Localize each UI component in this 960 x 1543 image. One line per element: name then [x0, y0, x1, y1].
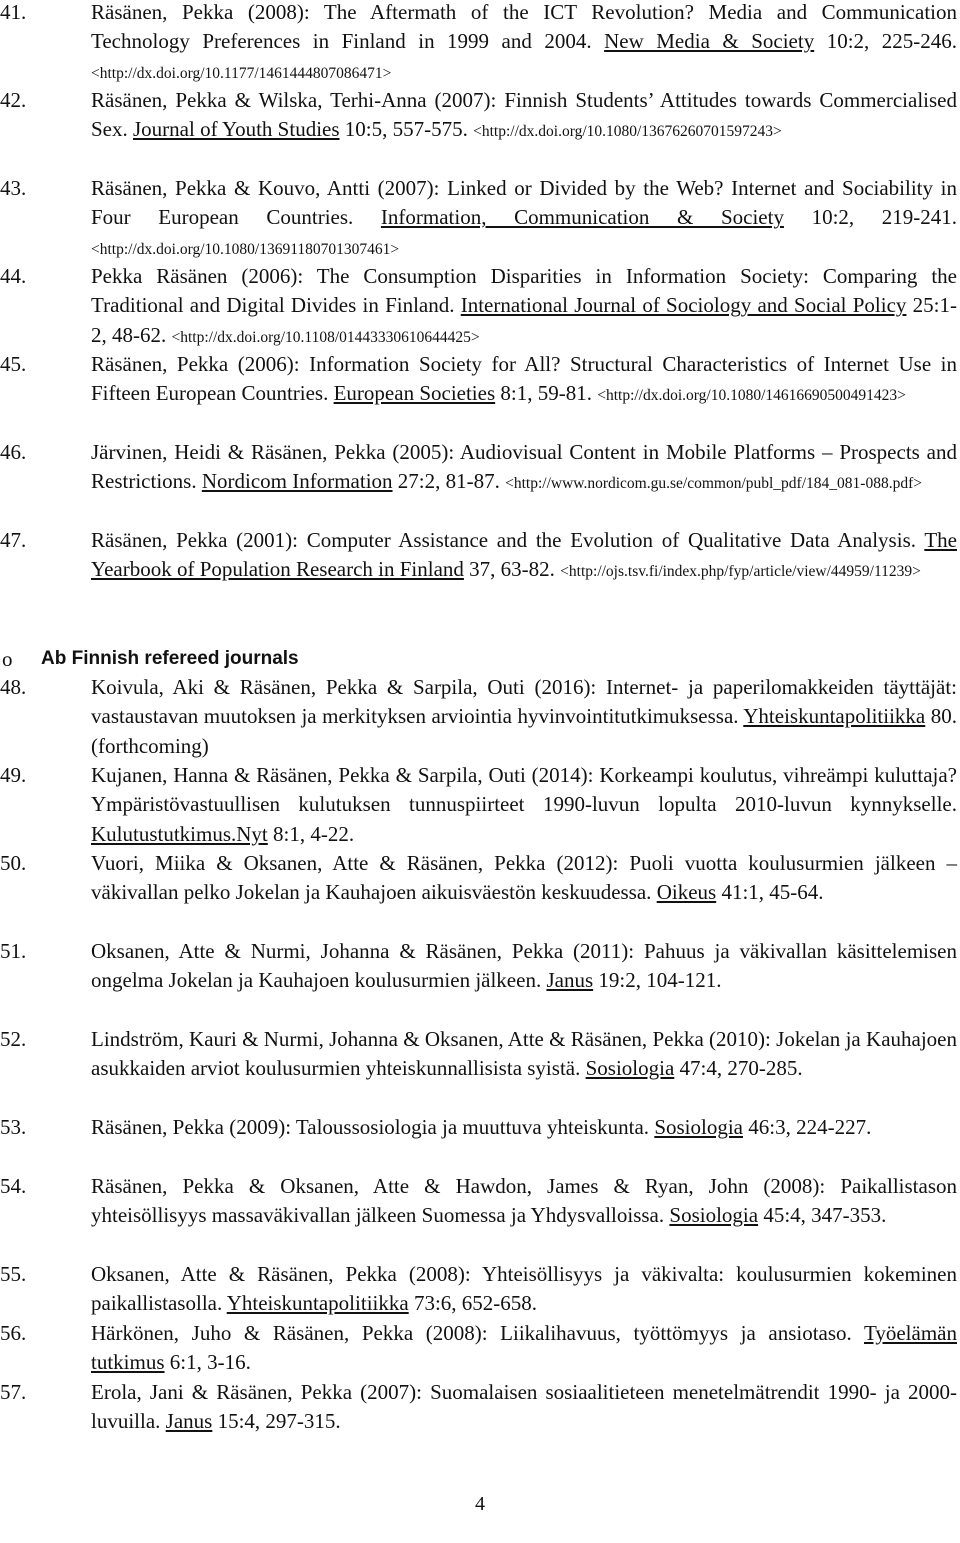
entry-number: 43. — [0, 176, 27, 200]
journal-link[interactable]: Sosiologia — [654, 1115, 743, 1139]
citation-text: Oksanen, Atte & Räsänen, Pekka (2008): Yhteisöllisyys ja väkivalta: koulusurmien kokeminen paikallistasolla. — [91, 1262, 957, 1316]
doi-url: <http://dx.doi.org/10.1080/14616690500491423> — [597, 387, 906, 405]
entry-number: 55. — [0, 1262, 27, 1286]
doi-url: <http://dx.doi.org/10.1080/13676260701597243> — [473, 123, 782, 141]
entry-number: 57. — [0, 1380, 27, 1404]
citation-text: Vuori, Miika & Oksanen, Atte & Räsänen, Pekka (2012): Puoli vuotta koulusurmien jälkeen – väkivallan pelko Jokelan ja Kauhajoen aikuisväestön keskuudessa. — [91, 851, 957, 905]
doi-url: <http://ojs.tsv.fi/index.php/fyp/article/view/44959/11239> — [560, 563, 921, 581]
citation-details: 10:2, 219-241. — [783, 205, 958, 230]
citation-details: 37, 63-82. — [463, 557, 561, 582]
entry-number: 54. — [0, 1174, 27, 1198]
citation-details: 6:1, 3-16. — [164, 1350, 251, 1375]
entry-number: 56. — [0, 1321, 27, 1345]
journal-link[interactable]: Janus — [165, 1409, 213, 1434]
entry-number: 47. — [0, 528, 27, 552]
entry-text — [91, 849, 957, 908]
page-number: 4 — [475, 1493, 485, 1515]
entry-number: 48. — [0, 675, 27, 699]
citation-details: 80. (forthcoming) — [91, 704, 958, 758]
citation-text: Räsänen, Pekka & Oksanen, Atte & Hawdon, James & Ryan, John (2008): Paikallistason yhteisöllisyys massaväkivallan jälkeen Suomessa ja Yhdysvalloissa. — [91, 1174, 957, 1228]
doi-url: <http://dx.doi.org/10.1108/01443330610644425> — [171, 328, 480, 346]
section-heading — [0, 645, 960, 673]
citation-details: 19:2, 104-121. — [593, 968, 722, 993]
entry-text — [91, 673, 957, 761]
citation-text: Erola, Jani & Räsänen, Pekka (2007): Suomalaisen sosiaalitieteen menetelmätrendit 1990- ja 2000-luvuilla. — [91, 1380, 957, 1434]
journal-link[interactable]: New Media & Society — [604, 29, 815, 54]
doi-url: <http://www.nordicom.gu.se/common/publ_pdf/184_081-088.pdf> — [505, 475, 922, 493]
journal-link[interactable]: Yhteiskuntapolitiikka — [226, 1291, 409, 1316]
journal-link[interactable]: Oikeus — [656, 880, 717, 905]
citation-text: Räsänen, Pekka (2008): The Aftermath of the ICT Revolution? Media and Communication Technology Preferences in Finland in 1999 and 2004. — [91, 0, 957, 54]
section-heading-text: Ab Finnish refereed journals — [41, 648, 299, 669]
entry-text — [91, 937, 957, 996]
doi-url: <http://dx.doi.org/10.1177/1461444807086471> — [91, 64, 392, 82]
citation-text: Järvinen, Heidi & Räsänen, Pekka (2005): Audiovisual Content in Mobile Platforms – Prospects and Restrictions. — [91, 440, 957, 494]
citation-details: 27:2, 81-87. — [392, 469, 506, 494]
citation-details: 10:2, 225-246. — [814, 29, 958, 54]
journal-link[interactable]: Journal of Youth Studies — [133, 117, 340, 142]
citation-details: 15:4, 297-315. — [212, 1409, 341, 1434]
entry-text — [91, 438, 957, 499]
entry-text — [91, 1319, 957, 1378]
citation-details: 47:4, 270-285. — [674, 1056, 803, 1081]
bullet-marker: o — [2, 647, 13, 671]
entry-number: 49. — [0, 763, 27, 787]
journal-link[interactable]: International Journal of Sociology and Social Policy — [460, 293, 907, 318]
entry-text — [91, 1378, 957, 1437]
citation-details: 73:6, 652-658. — [408, 1291, 538, 1316]
citation-details: 41:1, 45-64. — [716, 880, 824, 905]
entry-text — [91, 1113, 957, 1142]
entry-text — [91, 262, 957, 352]
entry-number: 51. — [0, 939, 27, 963]
citation-text: Räsänen, Pekka (2001): Computer Assistance and the Evolution of Qualitative Data Analysis. — [91, 528, 925, 552]
journal-link[interactable]: Sosiologia — [585, 1056, 675, 1081]
journal-link[interactable]: European Societies — [333, 381, 496, 406]
entry-text — [91, 1025, 957, 1084]
journal-link[interactable]: Työelämän tutkimus — [91, 1321, 957, 1375]
journal-link[interactable]: Yhteiskuntapolitiikka — [743, 704, 926, 729]
entry-number: 44. — [0, 264, 27, 288]
journal-link[interactable]: Janus — [546, 968, 594, 993]
citation-text: Oksanen, Atte & Nurmi, Johanna & Räsänen, Pekka (2011): Pahuus ja väkivallan käsittelemisen ongelma Jokelan ja Kauhajoen koulusurmien jälkeen. — [91, 939, 957, 993]
citation-details: 25:1-2, 48-62. — [91, 293, 958, 347]
entry-text — [91, 350, 957, 411]
entry-number: 42. — [0, 88, 27, 112]
journal-link[interactable]: Kulutustutkimus.Nyt — [91, 821, 268, 846]
citation-text: Räsänen, Pekka (2009): Taloussosiologia ja muuttuva yhteiskunta. — [91, 1115, 655, 1139]
journal-link[interactable]: Nordicom Information — [201, 469, 393, 494]
citation-text: Räsänen, Pekka & Kouvo, Antti (2007): Linked or Divided by the Web? Internet and Sociability in Four European Countries. — [91, 176, 957, 230]
entry-number: 53. — [0, 1115, 27, 1139]
citation-text: Räsänen, Pekka (2006): Information Society for All? Structural Characteristics of Internet Use in Fifteen European Countries. — [91, 352, 957, 406]
citation-details: 8:1, 4-22. — [267, 821, 355, 846]
doi-url: <http://dx.doi.org/10.1080/13691180701307461> — [91, 240, 400, 258]
citation-details: 45:4, 347-353. — [758, 1203, 887, 1228]
citation-text: Kujanen, Hanna & Räsänen, Pekka & Sarpila, Outi (2014): Korkeampi koulutus, vihreämpi kuluttaja? Ympäristövastuullisen kulutuksen tunnuspiirteet 1990-luvun lopulta 2010-luvun kynnykselle. — [91, 763, 957, 817]
entry-number: 52. — [0, 1027, 27, 1051]
citation-text: Härkönen, Juho & Räsänen, Pekka (2008): Liikalihavuus, työttömyys ja ansiotaso. — [91, 1321, 864, 1345]
entry-number: 41. — [0, 0, 27, 24]
entry-text — [91, 526, 957, 587]
journal-link[interactable]: Sosiologia — [669, 1203, 759, 1228]
entry-text — [91, 86, 957, 147]
citation-text: Lindström, Kauri & Nurmi, Johanna & Oksanen, Atte & Räsänen, Pekka (2010): Jokelan ja Kauhajoen asukkaiden arviot koulusurmien yhteiskunnallisista syistä. — [91, 1027, 957, 1081]
citation-text: Räsänen, Pekka & Wilska, Terhi-Anna (2007): Finnish Students’ Attitudes towards Commercialised Sex. — [91, 88, 957, 142]
journal-link[interactable]: Information, Communication & Society — [380, 205, 784, 230]
entry-text — [91, 0, 957, 88]
citation-details: 10:5, 557-575. — [339, 117, 474, 142]
entry-number: 45. — [0, 352, 27, 376]
citation-details: 46:3, 224-227. — [743, 1115, 872, 1139]
entry-number: 50. — [0, 851, 27, 875]
journal-link[interactable]: The Yearbook of Population Research in Finland — [91, 528, 957, 582]
entry-text — [91, 174, 957, 264]
citation-text: Koivula, Aki & Räsänen, Pekka & Sarpila, Outi (2016): Internet- ja paperilomakkeiden täyttäjät: vastaustavan muutoksen ja merkityksen arviointia hyvinvointitutkimuksessa. — [91, 675, 957, 729]
entry-text — [91, 1172, 957, 1231]
entry-text — [91, 761, 957, 849]
entry-number: 46. — [0, 440, 27, 464]
citation-text: Pekka Räsänen (2006): The Consumption Disparities in Information Society: Comparing the Traditional and Digital Divides in Finland. — [91, 264, 957, 318]
entry-text — [91, 1260, 957, 1319]
citation-details: 8:1, 59-81. — [495, 381, 598, 406]
